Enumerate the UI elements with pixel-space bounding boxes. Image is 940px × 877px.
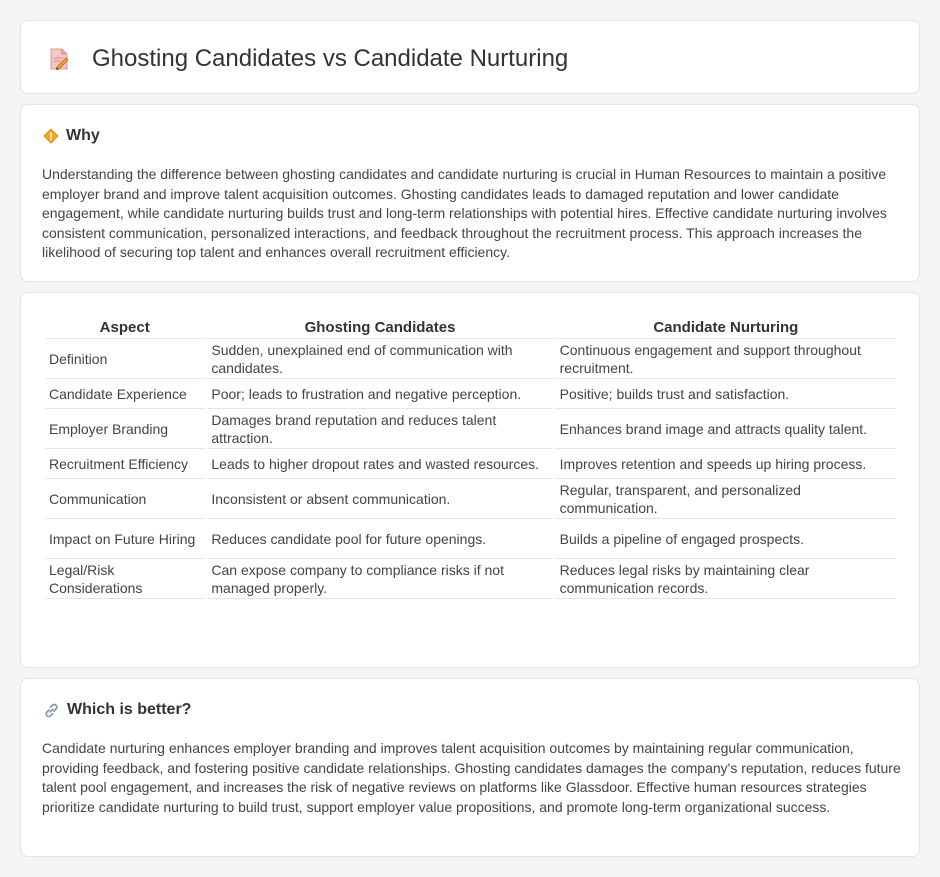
header-card: [20, 20, 920, 94]
table-row: [45, 339, 896, 379]
column-header-ghosting: Ghosting Candidates: [207, 313, 552, 339]
better-paragraph: Candidate nurturing enhances employer branding and improves talent acquisition outcomes by maintaining regular communication, providing feedback, and fostering positive candidate relationships. Ghosting candidates damages the company's reputation, reduces future talent pool engagement, and increases the risk of negative reviews on platforms like Glassdoor. Effective human resources strategies prioritize candidate nurturing to build trust, support employer value propositions, and promote long-term organizational success.: [42, 740, 901, 815]
which-is-better-section: [20, 678, 920, 857]
nurturing-cell: Improves retention and speeds up hiring process.: [556, 449, 896, 479]
aspect-cell: Impact on Future Hiring: [45, 519, 204, 559]
nurturing-cell: Enhances brand image and attracts quality talent.: [556, 409, 896, 449]
why-heading: [43, 127, 100, 145]
why-paragraph: Understanding the difference between ghosting candidates and candidate nurturing is crucial in Human Resources to maintain a positive employer brand and improve talent acquisition outcomes. Ghosting candidates leads to damaged reputation and lower candidate engagement, while candidate nurturing builds trust and long-term relationships with potential hires. Effective candidate nurturing involves consistent communication, personalized interactions, and feedback throughout the recruitment process. This approach increases the likelihood of securing top talent and enhances overall recruitment efficiency.: [42, 166, 887, 261]
column-header-aspect: Aspect: [45, 313, 204, 339]
nurturing-cell: Regular, transparent, and personalized communication.: [556, 479, 896, 519]
table-row: [45, 519, 896, 559]
ghosting-cell: Damages brand reputation and reduces talent attraction.: [207, 409, 552, 449]
column-header-nurturing: Candidate Nurturing: [556, 313, 896, 339]
comparison-table: [42, 313, 899, 599]
aspect-cell: Communication: [45, 479, 204, 519]
comparison-section: [20, 292, 920, 668]
better-heading: [43, 701, 191, 719]
table-row: [45, 409, 896, 449]
table-row: [45, 449, 896, 479]
aspect-cell: Candidate Experience: [45, 379, 204, 409]
page-title: Ghosting Candidates vs Candidate Nurturing: [92, 45, 569, 72]
ghosting-cell: Poor; leads to frustration and negative perception.: [207, 379, 552, 409]
table-header-row: [45, 313, 896, 339]
ghosting-cell: Can expose company to compliance risks if not managed properly.: [207, 559, 552, 599]
nurturing-cell: Reduces legal risks by maintaining clear communication records.: [556, 559, 896, 599]
aspect-cell: Legal/Risk Considerations: [45, 559, 204, 599]
ghosting-cell: Sudden, unexplained end of communication with candidates.: [207, 339, 552, 379]
aspect-cell: Definition: [45, 339, 204, 379]
nurturing-cell: Continuous engagement and support throughout recruitment.: [556, 339, 896, 379]
table-row: [45, 559, 896, 599]
link-icon: [43, 702, 60, 719]
table-row: [45, 479, 896, 519]
edit-document-icon: [49, 48, 69, 70]
better-heading-label: Which is better?: [67, 701, 192, 718]
ghosting-cell: Reduces candidate pool for future openings.: [207, 519, 552, 559]
nurturing-cell: Positive; builds trust and satisfaction.: [556, 379, 896, 409]
ghosting-cell: Leads to higher dropout rates and wasted resources.: [207, 449, 552, 479]
table-row: [45, 379, 896, 409]
aspect-cell: Employer Branding: [45, 409, 204, 449]
nurturing-cell: Builds a pipeline of engaged prospects.: [556, 519, 896, 559]
why-heading-label: Why: [66, 127, 100, 144]
diamond-warning-icon: [43, 128, 59, 144]
why-section: [20, 104, 920, 282]
aspect-cell: Recruitment Efficiency: [45, 449, 204, 479]
ghosting-cell: Inconsistent or absent communication.: [207, 479, 552, 519]
